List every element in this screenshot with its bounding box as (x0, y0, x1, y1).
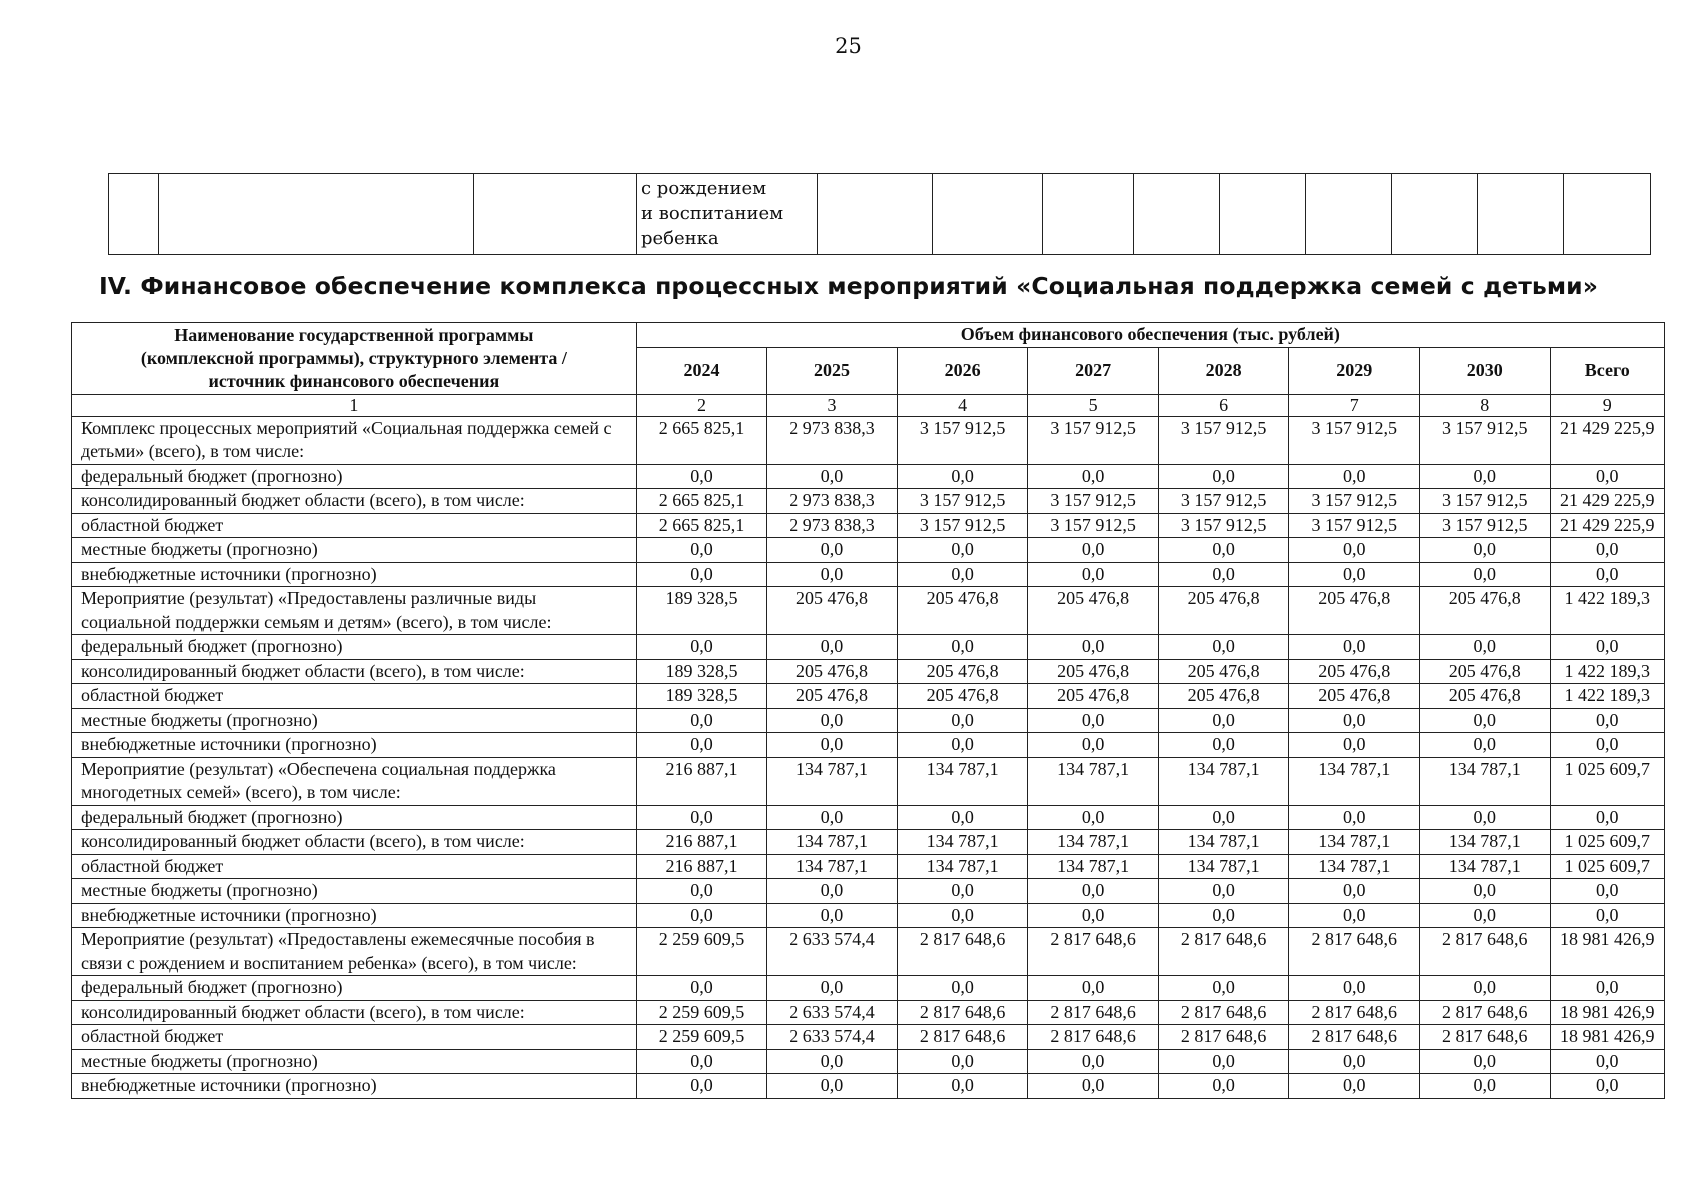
row-year-value: 0,0 (767, 879, 898, 904)
row-total-value: 21 429 225,9 (1550, 416, 1664, 464)
row-name: федеральный бюджет (прогнозно) (72, 635, 637, 660)
row-year-value: 2 817 648,6 (1420, 1000, 1551, 1025)
row-year-value: 205 476,8 (1158, 587, 1289, 635)
row-total-value: 21 429 225,9 (1550, 489, 1664, 514)
row-year-value: 0,0 (897, 976, 1028, 1001)
row-year-value: 0,0 (1028, 733, 1159, 758)
row-year-value: 2 817 648,6 (1158, 1000, 1289, 1025)
table-row (72, 1000, 1665, 1025)
table-row (72, 757, 1665, 805)
row-name: консолидированный бюджет области (всего), в том числе: (72, 1000, 637, 1025)
row-name: областной бюджет (72, 684, 637, 709)
row-total-value: 0,0 (1550, 1049, 1664, 1074)
row-name: местные бюджеты (прогнозно) (72, 879, 637, 904)
row-year-value: 205 476,8 (767, 659, 898, 684)
row-total-value: 1 422 189,3 (1550, 587, 1664, 635)
row-year-value: 3 157 912,5 (897, 513, 1028, 538)
row-year-value: 0,0 (1028, 562, 1159, 587)
header-total: Всего (1550, 347, 1664, 394)
table-row (72, 708, 1665, 733)
row-total-value: 0,0 (1550, 805, 1664, 830)
row-year-value: 0,0 (897, 708, 1028, 733)
row-year-value: 189 328,5 (636, 684, 767, 709)
row-name: местные бюджеты (прогнозно) (72, 1049, 637, 1074)
row-year-value: 0,0 (897, 805, 1028, 830)
row-year-value: 0,0 (1289, 976, 1420, 1001)
row-year-value: 2 817 648,6 (1028, 1025, 1159, 1050)
row-year-value: 0,0 (1158, 562, 1289, 587)
row-year-value: 0,0 (1420, 903, 1551, 928)
column-number: 3 (767, 394, 898, 416)
row-year-value: 134 787,1 (1289, 854, 1420, 879)
row-year-value: 2 817 648,6 (1289, 1000, 1420, 1025)
row-year-value: 0,0 (1028, 464, 1159, 489)
row-year-value: 0,0 (1028, 805, 1159, 830)
row-year-value: 0,0 (1158, 733, 1289, 758)
row-name: консолидированный бюджет области (всего), в том числе: (72, 489, 637, 514)
header-name-line: Наименование государственной программы (174, 324, 534, 345)
row-year-value: 0,0 (1420, 635, 1551, 660)
row-total-value: 18 981 426,9 (1550, 928, 1664, 976)
row-year-value: 134 787,1 (1028, 757, 1159, 805)
row-year-value: 0,0 (767, 976, 898, 1001)
continuation-cell (818, 174, 933, 255)
row-year-value: 205 476,8 (1028, 587, 1159, 635)
header-year: 2030 (1420, 347, 1551, 394)
row-year-value: 0,0 (1158, 538, 1289, 563)
row-year-value: 0,0 (1158, 1049, 1289, 1074)
row-year-value: 0,0 (767, 903, 898, 928)
row-year-value: 0,0 (636, 538, 767, 563)
row-year-value: 0,0 (767, 562, 898, 587)
row-year-value: 3 157 912,5 (1289, 513, 1420, 538)
row-year-value: 0,0 (1420, 976, 1551, 1001)
row-total-value: 0,0 (1550, 538, 1664, 563)
row-year-value: 0,0 (1289, 635, 1420, 660)
row-name: консолидированный бюджет области (всего), в том числе: (72, 830, 637, 855)
row-year-value: 0,0 (1289, 1074, 1420, 1099)
row-year-value: 0,0 (1158, 976, 1289, 1001)
row-year-value: 134 787,1 (1420, 830, 1551, 855)
row-year-value: 216 887,1 (636, 757, 767, 805)
column-number: 2 (636, 394, 767, 416)
row-year-value: 0,0 (897, 635, 1028, 660)
financing-table (71, 322, 1665, 1099)
row-year-value: 2 817 648,6 (1420, 1025, 1551, 1050)
row-total-value: 1 025 609,7 (1550, 854, 1664, 879)
row-year-value: 2 817 648,6 (1158, 1025, 1289, 1050)
continuation-cell (1043, 174, 1134, 255)
row-year-value: 0,0 (1028, 903, 1159, 928)
continuation-cell (474, 174, 637, 255)
row-year-value: 134 787,1 (767, 830, 898, 855)
table-row (72, 464, 1665, 489)
header-name-line: источник финансового обеспечения (208, 370, 500, 391)
table-row (72, 805, 1665, 830)
table-row (72, 928, 1665, 976)
table-row (72, 635, 1665, 660)
row-year-value: 0,0 (1289, 805, 1420, 830)
row-year-value: 0,0 (1028, 538, 1159, 563)
row-year-value: 0,0 (1420, 879, 1551, 904)
row-year-value: 0,0 (1028, 1049, 1159, 1074)
column-number-row (72, 394, 1665, 416)
row-total-value: 21 429 225,9 (1550, 513, 1664, 538)
row-year-value: 0,0 (1420, 708, 1551, 733)
header-row-top (72, 323, 1665, 348)
continuation-cell (1392, 174, 1478, 255)
row-name: Комплекс процессных мероприятий «Социальная поддержка семей с детьми» (всего), в том числе: (72, 416, 637, 464)
row-year-value: 134 787,1 (1420, 757, 1551, 805)
row-year-value: 0,0 (767, 805, 898, 830)
table-row (72, 684, 1665, 709)
table-row (72, 587, 1665, 635)
row-year-value: 134 787,1 (1158, 854, 1289, 879)
continuation-table (108, 173, 1651, 255)
row-year-value: 216 887,1 (636, 854, 767, 879)
table-row (72, 879, 1665, 904)
row-year-value: 0,0 (1289, 708, 1420, 733)
row-year-value: 3 157 912,5 (1158, 489, 1289, 514)
row-year-value: 3 157 912,5 (1420, 489, 1551, 514)
row-year-value: 2 665 825,1 (636, 513, 767, 538)
row-year-value: 3 157 912,5 (1420, 513, 1551, 538)
table-row (72, 1049, 1665, 1074)
row-name: федеральный бюджет (прогнозно) (72, 464, 637, 489)
row-year-value: 0,0 (897, 464, 1028, 489)
row-year-value: 205 476,8 (767, 684, 898, 709)
page-number: 25 (835, 34, 862, 58)
row-year-value: 3 157 912,5 (1289, 489, 1420, 514)
row-year-value: 0,0 (1028, 635, 1159, 660)
row-year-value: 0,0 (1289, 464, 1420, 489)
table-row (72, 538, 1665, 563)
column-number: 5 (1028, 394, 1159, 416)
row-year-value: 0,0 (897, 538, 1028, 563)
row-year-value: 0,0 (1289, 1049, 1420, 1074)
row-year-value: 2 665 825,1 (636, 489, 767, 514)
row-year-value: 205 476,8 (897, 684, 1028, 709)
row-year-value: 0,0 (636, 903, 767, 928)
row-year-value: 0,0 (767, 635, 898, 660)
row-name: федеральный бюджет (прогнозно) (72, 976, 637, 1001)
row-name: консолидированный бюджет области (всего), в том числе: (72, 659, 637, 684)
continuation-cell (1220, 174, 1306, 255)
row-year-value: 0,0 (897, 903, 1028, 928)
row-year-value: 0,0 (1158, 903, 1289, 928)
row-total-value: 0,0 (1550, 879, 1664, 904)
row-total-value: 0,0 (1550, 903, 1664, 928)
row-year-value: 3 157 912,5 (1158, 513, 1289, 538)
header-year: 2028 (1158, 347, 1289, 394)
table-row (72, 659, 1665, 684)
row-name: федеральный бюджет (прогнозно) (72, 805, 637, 830)
row-year-value: 2 817 648,6 (1028, 928, 1159, 976)
header-name-cell (72, 323, 637, 395)
row-year-value: 134 787,1 (767, 854, 898, 879)
row-year-value: 3 157 912,5 (1158, 416, 1289, 464)
row-total-value: 1 422 189,3 (1550, 684, 1664, 709)
row-year-value: 0,0 (636, 562, 767, 587)
row-year-value: 0,0 (1158, 635, 1289, 660)
table-row (72, 1025, 1665, 1050)
column-number: 8 (1420, 394, 1551, 416)
row-year-value: 0,0 (1158, 708, 1289, 733)
continuation-cell (1478, 174, 1564, 255)
table-row (72, 513, 1665, 538)
header-year: 2027 (1028, 347, 1159, 394)
row-year-value: 189 328,5 (636, 659, 767, 684)
continuation-cell (933, 174, 1043, 255)
row-year-value: 0,0 (767, 464, 898, 489)
row-name: местные бюджеты (прогнозно) (72, 538, 637, 563)
row-year-value: 0,0 (767, 733, 898, 758)
row-name: внебюджетные источники (прогнозно) (72, 733, 637, 758)
row-name: областной бюджет (72, 854, 637, 879)
row-total-value: 1 422 189,3 (1550, 659, 1664, 684)
row-name: Мероприятие (результат) «Обеспечена социальная поддержка многодетных семей» (всего), в том числе: (72, 757, 637, 805)
table-row (72, 562, 1665, 587)
column-number: 7 (1289, 394, 1420, 416)
row-total-value: 0,0 (1550, 976, 1664, 1001)
table-row (72, 830, 1665, 855)
row-year-value: 134 787,1 (1028, 854, 1159, 879)
row-name: внебюджетные источники (прогнозно) (72, 562, 637, 587)
row-year-value: 134 787,1 (1420, 854, 1551, 879)
header-volume: Объем финансового обеспечения (тыс. рублей) (636, 323, 1664, 348)
row-year-value: 0,0 (636, 1074, 767, 1099)
row-year-value: 0,0 (636, 1049, 767, 1074)
row-year-value: 2 633 574,4 (767, 1000, 898, 1025)
financing-table-body (72, 416, 1665, 1098)
column-number: 6 (1158, 394, 1289, 416)
column-number: 9 (1550, 394, 1664, 416)
row-total-value: 1 025 609,7 (1550, 757, 1664, 805)
row-year-value: 3 157 912,5 (1028, 489, 1159, 514)
row-total-value: 0,0 (1550, 464, 1664, 489)
row-year-value: 205 476,8 (1289, 684, 1420, 709)
row-total-value: 0,0 (1550, 635, 1664, 660)
column-number: 4 (897, 394, 1028, 416)
row-year-value: 3 157 912,5 (897, 489, 1028, 514)
row-year-value: 0,0 (636, 708, 767, 733)
row-year-value: 0,0 (897, 879, 1028, 904)
row-year-value: 0,0 (1420, 1074, 1551, 1099)
table-row (72, 416, 1665, 464)
row-total-value: 0,0 (1550, 733, 1664, 758)
row-year-value: 0,0 (1289, 879, 1420, 904)
row-year-value: 134 787,1 (1158, 830, 1289, 855)
row-year-value: 2 665 825,1 (636, 416, 767, 464)
row-year-value: 0,0 (1420, 562, 1551, 587)
row-year-value: 2 973 838,3 (767, 489, 898, 514)
row-name: внебюджетные источники (прогнозно) (72, 903, 637, 928)
row-year-value: 2 633 574,4 (767, 1025, 898, 1050)
row-total-value: 1 025 609,7 (1550, 830, 1664, 855)
row-year-value: 0,0 (897, 1074, 1028, 1099)
continuation-text-line: ребенка (641, 228, 719, 249)
row-total-value: 18 981 426,9 (1550, 1025, 1664, 1050)
row-year-value: 0,0 (1420, 733, 1551, 758)
continuation-text-line: и воспитанием (641, 203, 784, 224)
row-year-value: 134 787,1 (1289, 757, 1420, 805)
row-year-value: 2 817 648,6 (897, 928, 1028, 976)
row-year-value: 189 328,5 (636, 587, 767, 635)
row-year-value: 134 787,1 (1028, 830, 1159, 855)
continuation-text-cell (637, 174, 818, 255)
row-name: областной бюджет (72, 1025, 637, 1050)
row-year-value: 0,0 (1028, 879, 1159, 904)
row-year-value: 205 476,8 (1158, 659, 1289, 684)
row-year-value: 3 157 912,5 (1028, 513, 1159, 538)
row-year-value: 0,0 (636, 805, 767, 830)
header-year: 2024 (636, 347, 767, 394)
table-row (72, 976, 1665, 1001)
row-year-value: 0,0 (1289, 733, 1420, 758)
continuation-text-line: с рождением (641, 178, 767, 199)
row-year-value: 205 476,8 (767, 587, 898, 635)
row-year-value: 2 817 648,6 (897, 1000, 1028, 1025)
row-year-value: 0,0 (767, 708, 898, 733)
row-year-value: 2 817 648,6 (1289, 1025, 1420, 1050)
row-year-value: 0,0 (1158, 1074, 1289, 1099)
row-year-value: 134 787,1 (767, 757, 898, 805)
row-year-value: 0,0 (1158, 464, 1289, 489)
row-year-value: 2 973 838,3 (767, 416, 898, 464)
continuation-cell (159, 174, 474, 255)
row-year-value: 0,0 (636, 464, 767, 489)
row-year-value: 0,0 (636, 879, 767, 904)
row-year-value: 205 476,8 (1028, 684, 1159, 709)
table-row (72, 733, 1665, 758)
row-year-value: 205 476,8 (1420, 659, 1551, 684)
continuation-cell (1306, 174, 1392, 255)
row-name: областной бюджет (72, 513, 637, 538)
row-year-value: 134 787,1 (897, 830, 1028, 855)
row-year-value: 0,0 (1420, 805, 1551, 830)
row-year-value: 0,0 (1420, 464, 1551, 489)
row-year-value: 0,0 (636, 733, 767, 758)
header-year: 2026 (897, 347, 1028, 394)
row-year-value: 0,0 (1289, 903, 1420, 928)
continuation-cell (109, 174, 159, 255)
row-year-value: 205 476,8 (1028, 659, 1159, 684)
row-year-value: 205 476,8 (1420, 587, 1551, 635)
row-year-value: 3 157 912,5 (897, 416, 1028, 464)
header-year: 2025 (767, 347, 898, 394)
row-year-value: 0,0 (636, 635, 767, 660)
row-year-value: 2 817 648,6 (1158, 928, 1289, 976)
row-year-value: 0,0 (1028, 1074, 1159, 1099)
row-year-value: 134 787,1 (897, 854, 1028, 879)
row-year-value: 205 476,8 (1420, 684, 1551, 709)
row-name: Мероприятие (результат) «Предоставлены различные виды социальной поддержки семьям и детям» (всего), в том числе: (72, 587, 637, 635)
row-year-value: 205 476,8 (1289, 587, 1420, 635)
table-row (72, 854, 1665, 879)
row-year-value: 216 887,1 (636, 830, 767, 855)
column-number: 1 (72, 394, 637, 416)
row-year-value: 0,0 (1420, 538, 1551, 563)
continuation-cell (1564, 174, 1651, 255)
row-year-value: 2 259 609,5 (636, 928, 767, 976)
row-year-value: 3 157 912,5 (1289, 416, 1420, 464)
row-year-value: 205 476,8 (1158, 684, 1289, 709)
header-year: 2029 (1289, 347, 1420, 394)
row-year-value: 0,0 (767, 1049, 898, 1074)
continuation-cell (1134, 174, 1220, 255)
row-year-value: 2 817 648,6 (1028, 1000, 1159, 1025)
table-row (72, 489, 1665, 514)
row-total-value: 0,0 (1550, 708, 1664, 733)
row-year-value: 0,0 (1420, 1049, 1551, 1074)
row-total-value: 0,0 (1550, 1074, 1664, 1099)
row-year-value: 0,0 (897, 733, 1028, 758)
row-year-value: 0,0 (1289, 562, 1420, 587)
row-year-value: 0,0 (767, 1074, 898, 1099)
table-row (72, 1074, 1665, 1099)
row-total-value: 0,0 (1550, 562, 1664, 587)
row-year-value: 2 633 574,4 (767, 928, 898, 976)
row-name: Мероприятие (результат) «Предоставлены ежемесячные пособия в связи с рождением и воспитанием ребенка» (всего), в том числе: (72, 928, 637, 976)
row-year-value: 2 817 648,6 (1420, 928, 1551, 976)
row-name: внебюджетные источники (прогнозно) (72, 1074, 637, 1099)
row-year-value: 0,0 (1289, 538, 1420, 563)
row-year-value: 0,0 (897, 562, 1028, 587)
header-name-line: (комплексной программы), структурного элемента / (140, 347, 567, 368)
table-row (72, 903, 1665, 928)
row-year-value: 205 476,8 (1289, 659, 1420, 684)
row-year-value: 0,0 (767, 538, 898, 563)
row-year-value: 3 157 912,5 (1420, 416, 1551, 464)
row-year-value: 134 787,1 (1289, 830, 1420, 855)
continuation-row (109, 174, 1651, 255)
row-name: местные бюджеты (прогнозно) (72, 708, 637, 733)
row-year-value: 3 157 912,5 (1028, 416, 1159, 464)
row-year-value: 134 787,1 (897, 757, 1028, 805)
row-year-value: 0,0 (1028, 976, 1159, 1001)
row-year-value: 2 817 648,6 (897, 1025, 1028, 1050)
row-year-value: 0,0 (636, 976, 767, 1001)
row-year-value: 2 259 609,5 (636, 1025, 767, 1050)
row-year-value: 0,0 (1028, 708, 1159, 733)
row-year-value: 0,0 (1158, 805, 1289, 830)
row-year-value: 2 973 838,3 (767, 513, 898, 538)
row-year-value: 2 817 648,6 (1289, 928, 1420, 976)
row-year-value: 0,0 (1158, 879, 1289, 904)
row-year-value: 205 476,8 (897, 659, 1028, 684)
row-year-value: 0,0 (897, 1049, 1028, 1074)
row-total-value: 18 981 426,9 (1550, 1000, 1664, 1025)
row-year-value: 134 787,1 (1158, 757, 1289, 805)
row-year-value: 205 476,8 (897, 587, 1028, 635)
section-title: IV. Финансовое обеспечение комплекса процессных мероприятий «Социальная поддержка семей с детьми» (98, 272, 1599, 300)
row-year-value: 2 259 609,5 (636, 1000, 767, 1025)
